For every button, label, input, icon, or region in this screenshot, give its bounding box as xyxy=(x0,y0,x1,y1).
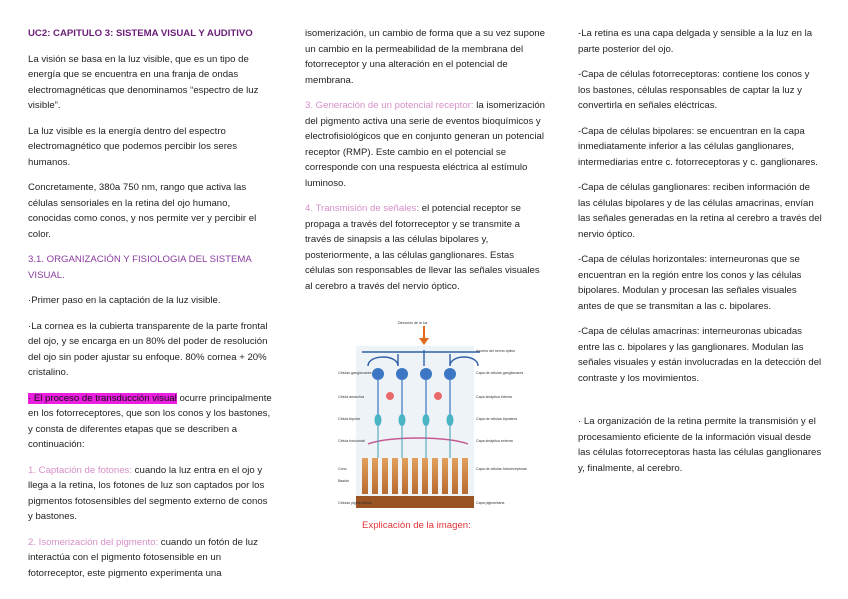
pigment-epithelium xyxy=(356,496,474,508)
right-layer-labels xyxy=(476,349,527,505)
label-rod: Bastón xyxy=(338,479,350,483)
paragraph-first-step: ·Primer paso en la captación de la luz visible. xyxy=(28,295,221,306)
paragraph-bipolar-layer: -Capa de células bipolares: se encuentran en la capa inmediatamente inferior a las células ganglionares, intermediarias entre c. fotorreceptoras y c. ganglionares. xyxy=(578,125,818,168)
step-4-text: el potencial receptor se propaga a través del fotorreceptor y se transmite a través de sinapsis a las células bipolares y, posteriormente, a las células ganglionares. Estas células son responsables de llevar las señales visuales al cerebro a través del nervio óptico. xyxy=(305,203,540,292)
step-2-text: cuando un fotón de luz interactúa con el pigmento fotosensible en un fotorreceptor, este pigmento experimenta una xyxy=(28,536,258,579)
transduction-text: ocurre principalmente en los fotorreceptores, que son los conos y los bastones, y consta de diferentes etapas que se describen a continuación: xyxy=(28,392,272,450)
section-heading: 3.1. ORGANIZACIÓN Y FISIOLOGIA DEL SISTEMA VISUAL. xyxy=(28,254,252,281)
paragraph-photoreceptor-layer: -Capa de células fotorreceptoras: contiene los conos y los bastones, células responsables de captar la luz y convertirla en señales eléctricas. xyxy=(578,69,810,111)
label-pigment-cells: Células pigmentarias xyxy=(338,501,372,505)
paragraph-wavelength-range: Concretamente, 380a 750 nm, rango que activa las células sensoriales en la retina del ojo humano, conocidas como conos, y nos permite ver y percibir el color. xyxy=(28,182,257,240)
paragraph-retina-organization: · La organización de la retina permite la transmisión y el procesamiento eficiente de la información visual desde las células fotorreceptoras hasta las células ganglionares y, finalmente, al cerebro. xyxy=(578,416,822,474)
label-bipolar-layer: Capa de células bipolares xyxy=(476,417,518,421)
label-ganglion-layer: Capa de células ganglionares xyxy=(476,371,524,375)
transduction-highlight: · El proceso de transducción visual xyxy=(28,392,177,404)
label-cone: Cono xyxy=(338,467,347,471)
label-horizontal: Célula horizontal xyxy=(338,439,365,443)
paragraph-visible-light: La visión se basa en la luz visible, que es un tipo de energía que se encuentra en una franja de ondas electromagnéticas que denominamos “espectro de luz visible”. xyxy=(28,53,259,111)
step-3-label: 3. Generación de un potencial receptor: xyxy=(305,100,474,111)
document-title: UC2: CAPITULO 3: SISTEMA VISUAL Y AUDITIVO xyxy=(28,28,253,39)
label-inner-synaptic: Capa sináptica interna xyxy=(476,395,512,399)
paragraph-light-energy: La luz visible es la energía dentro del espectro electromagnético que podemos percibir los seres humanos. xyxy=(28,125,238,168)
light-arrowhead-icon xyxy=(419,338,429,345)
retina-diagram xyxy=(338,318,527,514)
step-3 xyxy=(305,98,545,191)
step-3-text: la isomerización del pigmento activa una serie de eventos bioquímicos y electrofisiológicos que en conjunto generan un potencial receptor (RMP). Este cambio en el potencial se corresponde con una respuesta eléctrica al estímulo luminoso. xyxy=(305,100,545,189)
step-2 xyxy=(28,535,272,582)
paragraph-horizontal-layer: -Capa de células horizontales: interneuronas que se encuentran en la región entre los conos y las células bipolares. Modulan y procesan las señales visuales antes de que se transmitan a las c. bipolares. xyxy=(578,254,802,312)
paragraph-isomerization-cont: isomerización, un cambio de forma que a su vez supone un cambio en la permeabilidad de la membrana del fotorreceptor y una alteración en el potencial de membrana. xyxy=(305,28,545,86)
column-left xyxy=(28,26,272,591)
paragraph-cornea: ·La cornea es la cubierta transparente de la parte frontal del ojo, y se encarga en un 80% del poder de resolución del ojo sin poder ajustar su enfoque. 80% cornea + 20% cristalino. xyxy=(28,320,268,378)
light-direction-label: Dirección de la luz xyxy=(398,321,428,325)
label-photoreceptor-layer: Capa de células fotorreceptoras xyxy=(476,467,527,471)
step-1-label: 1. Captación de fotones: xyxy=(28,464,133,476)
step-1-text: cuando la luz entra en el ojo y llega a la retina, los fotones de luz son captados por los pigmentos fotosensibles del segmento externo de conos y bastones. xyxy=(28,464,268,522)
paragraph-ganglion-layer: -Capa de células ganglionares: reciben información de las células bipolares y de las células amacrinas, envían las señales generadas en la retina al cerebro a través del nervio óptico. xyxy=(578,182,822,240)
label-pigment-layer: Capa pigmentaria xyxy=(476,501,505,505)
column-middle xyxy=(305,26,545,304)
figure-caption: Explicación de la imagen: xyxy=(362,520,471,531)
step-1 xyxy=(28,463,272,525)
paragraph-retina: -La retina es una capa delgada y sensible a la luz en la parte posterior del ojo. xyxy=(578,28,813,55)
step-4-label: 4. Transmisión de señales: xyxy=(305,203,420,214)
step-2-label: 2. Isomerización del pigmento: xyxy=(28,536,159,548)
label-amacrine: Célula amacrina xyxy=(338,395,364,399)
paragraph-amacrine-layer: -Capa de células amacrinas: interneuronas ubicadas entre las c. bipolares y las ganglionares. Modulan las señales visuales y están involucradas en la detección del contraste y los movimientos. xyxy=(578,326,822,384)
label-bipolar: Célula bipolar xyxy=(338,417,360,421)
label-outer-synaptic: Capa sináptica externa xyxy=(476,439,513,443)
label-ganglion-cells: Células ganglionares xyxy=(338,371,372,375)
paragraph-transduction xyxy=(28,391,272,453)
step-4 xyxy=(305,201,545,294)
photoreceptor-layer xyxy=(362,458,468,494)
column-right xyxy=(578,26,822,486)
label-optic-axons: Axones del nervio óptico xyxy=(476,349,516,353)
